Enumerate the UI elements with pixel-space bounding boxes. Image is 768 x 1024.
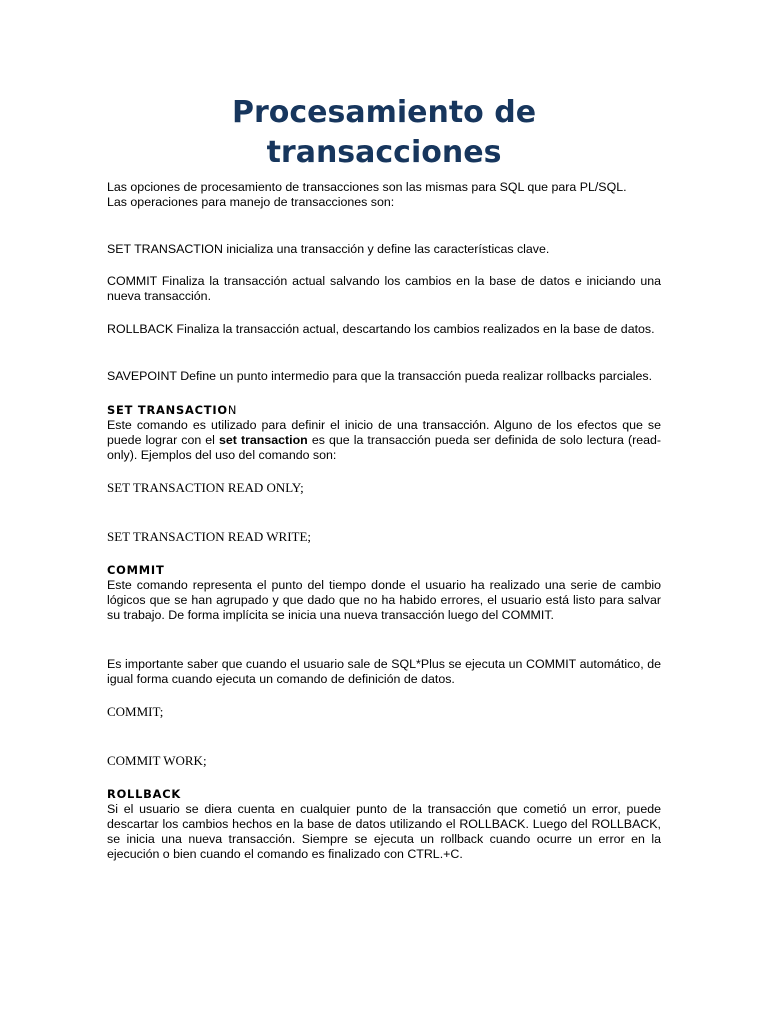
page-title-line-1: Procesamiento de xyxy=(231,95,537,130)
set-transaction-text-before: Este comando es utilizado para definir el inicio de una transacción. Alguno de los efectos que se puede lograr con el xyxy=(107,418,661,447)
set-transaction-text-after: es que la transacción pueda ser definida de solo lectura (read-only). Ejemplos del uso del comando son: xyxy=(107,433,662,462)
commit-example-2: COMMIT WORK; xyxy=(107,753,207,768)
commit-note: Es importante saber que cuando el usuario sale de SQL*Plus se ejecuta un COMMIT automático, de igual forma cuando ejecuta un comando de definición de datos. xyxy=(107,657,661,686)
intro-line-1: Las opciones de procesamiento de transacciones son las mismas para SQL que para PL/SQL. xyxy=(107,180,627,194)
page-title xyxy=(0,93,768,173)
op-rollback: ROLLBACK Finaliza la transacción actual, descartando los cambios realizados en la base de datos. xyxy=(107,322,655,336)
set-transaction-example-2: SET TRANSACTION READ WRITE; xyxy=(107,529,312,544)
op-savepoint: SAVEPOINT Define un punto intermedio para que la transacción pueda realizar rollbacks parciales. xyxy=(107,369,653,383)
set-transaction-description xyxy=(107,418,661,463)
heading-set-transaction xyxy=(107,403,236,417)
op-commit: COMMIT Finaliza la transacción actual salvando los cambios en la base de datos e iniciando una nueva transacción. xyxy=(107,274,661,303)
page-title-line-2: transacciones xyxy=(266,135,502,170)
heading-rollback: ROLLBACK xyxy=(107,787,182,801)
intro-line-2: Las operaciones para manejo de transacciones son: xyxy=(107,195,395,209)
rollback-description: Si el usuario se diera cuenta en cualquier punto de la transacción que cometió un error, puede descartar los cambios hechos en la base de datos utilizando el ROLLBACK. Luego del ROLLBACK, se inicia una nueva transacción. Siempre se ejecuta un rollback cuando ocurre un error en la ejecución o bien cuando el comando es finalizado con CTRL.+C. xyxy=(107,802,661,861)
set-transaction-example-1: SET TRANSACTION READ ONLY; xyxy=(107,480,304,495)
set-transaction-bold-term: set transaction xyxy=(219,433,308,447)
heading-set-transaction-tail: N xyxy=(227,403,237,417)
intro-paragraph xyxy=(107,180,661,210)
heading-set-transaction-main: SET TRANSACTIO xyxy=(107,403,228,417)
commit-description: Este comando representa el punto del tiempo donde el usuario ha realizado una serie de cambio lógicos que se han agrupado y que dado que no ha habido errores, el usuario está listo para salvar su trabajo. De forma implícita se inicia una nueva transacción luego del COMMIT. xyxy=(107,578,661,622)
heading-commit: COMMIT xyxy=(107,563,165,577)
op-set-transaction: SET TRANSACTION inicializa una transacción y define las características clave. xyxy=(107,242,550,256)
commit-example-1: COMMIT; xyxy=(107,704,164,719)
